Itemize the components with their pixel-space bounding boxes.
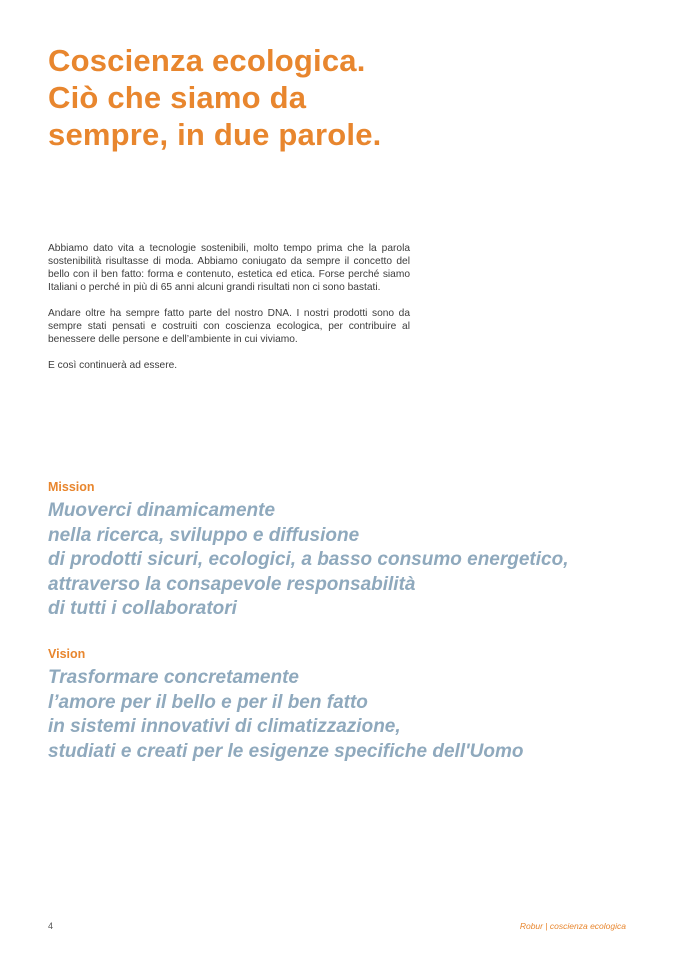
mission-line: nella ricerca, sviluppo e diffusione <box>48 524 360 546</box>
page-title-line: Coscienza ecologica. <box>48 43 366 78</box>
vision-statement <box>48 666 523 764</box>
mission-line: di prodotti sicuri, ecologici, a basso consumo energetico, <box>48 549 569 570</box>
intro-paragraph: Abbiamo dato vita a tecnologie sostenibili, molto tempo prima che la parola sostenibilità risultasse di moda. Abbiamo coniugato da sempre il concetto del bello con il ben fatto: forma e contenuto, estetica ed etica. Forse perché siamo Italiani o perché in più di 65 anni alcuni grandi risultati non ci sono bastati. <box>48 243 410 293</box>
footer-brand: Robur | coscienza ecologica <box>519 921 626 931</box>
page-number: 4 <box>48 921 54 931</box>
vision-label: Vision <box>48 647 86 661</box>
page-title-line: sempre, in due parole. <box>48 117 382 152</box>
intro-text <box>48 242 410 385</box>
mission-line: di tutti i collaboratori <box>48 598 237 619</box>
vision-line: in sistemi innovativi di climatizzazione, <box>48 716 401 737</box>
intro-paragraph: Andare oltre ha sempre fatto parte del nostro DNA. I nostri prodotti sono da sempre stati pensati e costruiti con coscienza ecologica, per contribuire al benessere delle persone e dell’ambiente in cui viviamo. <box>48 308 410 345</box>
mission-line: Muoverci dinamicamente <box>48 500 276 521</box>
page-title-line: Ciò che siamo da <box>48 80 307 115</box>
page-title <box>48 42 381 153</box>
mission-statement <box>48 499 569 622</box>
intro-paragraph: E così continuerà ad essere. <box>48 360 178 371</box>
mission-line: attraverso la consapevole responsabilità <box>48 573 416 595</box>
vision-line: studiati e creati per le esigenze specifiche dell'Uomo <box>48 740 524 762</box>
vision-line: l’amore per il bello e per il ben fatto <box>48 691 368 713</box>
mission-label: Mission <box>48 480 95 494</box>
vision-line: Trasformare concretamente <box>48 667 299 688</box>
